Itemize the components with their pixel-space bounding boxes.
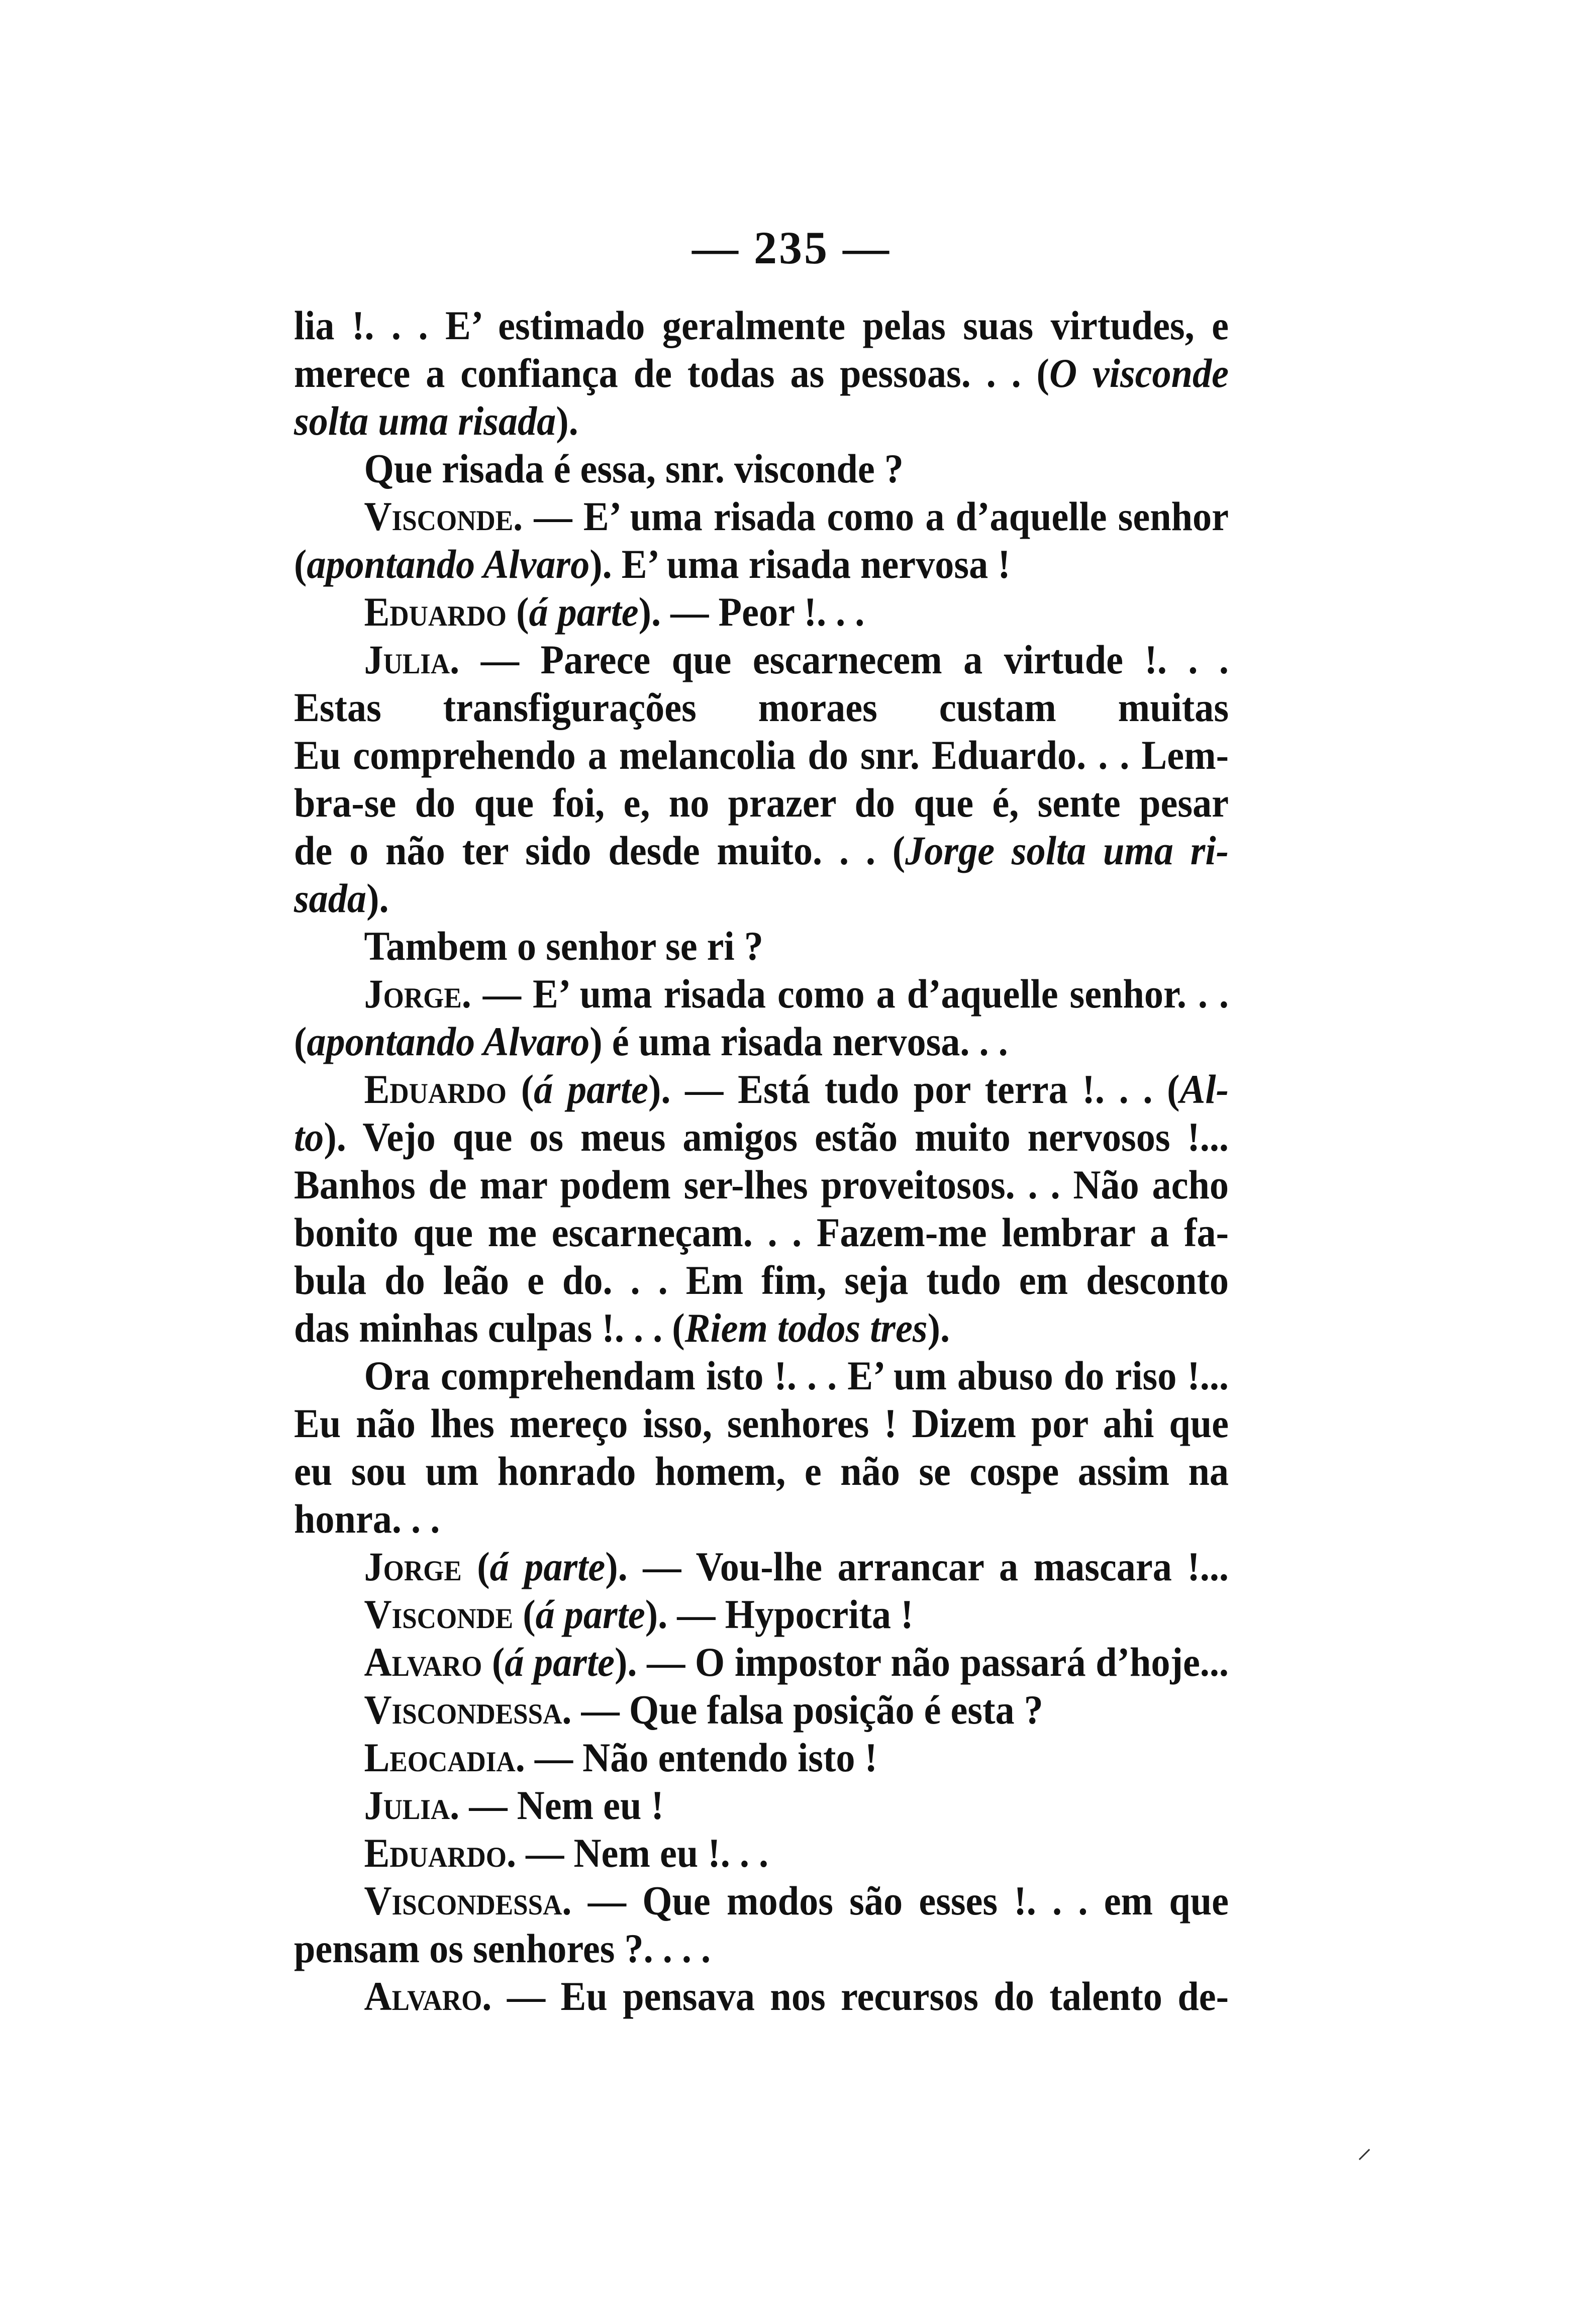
text-line: Banhos de mar podem ser-lhes proveitosos. . . Não acho: [294, 1162, 1229, 1207]
text-line: merece a confiança de todas as pessoas. . . (O visconde: [294, 350, 1229, 396]
text-line: bra-se do que foi, e, no prazer do que é, sente pesar: [294, 780, 1229, 826]
speaker-name: Eduardo: [364, 589, 507, 635]
dialogue-line: Eduardo (á parte). — Peor !. . .: [364, 589, 865, 635]
text-line: Eu não lhes mereço isso, senhores ! Dizem por ahi que: [294, 1400, 1229, 1446]
speaker-name: Jorge: [364, 1544, 462, 1589]
text-line: bula do leão e do. . . Em fim, seja tudo em desconto: [294, 1257, 1229, 1303]
speaker-name: Leocadia.: [364, 1735, 525, 1780]
text-line: to). Vejo que os meus amigos estão muito nervosos !...: [294, 1114, 1229, 1160]
text-line: das minhas culpas !. . . (Riem todos tres).: [294, 1305, 950, 1351]
speaker-name: Alvaro.: [364, 1973, 492, 2019]
speaker-name: Eduardo.: [364, 1830, 517, 1876]
text-line: Eu comprehendo a melancolia do snr. Eduardo. . . Lem-: [294, 732, 1229, 778]
text-line: solta uma risada).: [294, 398, 578, 444]
dialogue-line: Viscondessa. — Que falsa posição é esta ?: [364, 1687, 1043, 1733]
text-line: honra. . .: [294, 1496, 440, 1542]
text-line: (apontando Alvaro). E’ uma risada nervosa !: [294, 541, 1011, 587]
dialogue-line: Visconde. — E’ uma risada como a d’aquelle senhor: [364, 493, 1229, 539]
text-line: Estas transfigurações moraes custam muitas: [294, 684, 1229, 730]
speaker-name: Viscondessa.: [364, 1878, 572, 1924]
speaker-name: Julia.: [364, 1782, 460, 1828]
dialogue-line: Julia. — Nem eu !: [364, 1782, 664, 1828]
dialogue-line: Leocadia. — Não entendo isto !: [364, 1735, 877, 1780]
dialogue-line: Alvaro. — Eu pensava nos recursos do talento de-: [364, 1973, 1229, 2019]
dialogue-line: Eduardo (á parte). — Está tudo por terra !. . . (Al-: [364, 1066, 1229, 1112]
speaker-name: Alvaro: [364, 1639, 482, 1685]
text-line: bonito que me escarneçam. . . Fazem-me lembrar a fa-: [294, 1209, 1229, 1255]
dialogue-line: Visconde (á parte). — Hypocrita !: [364, 1591, 914, 1637]
dialogue-line: Jorge (á parte). — Vou-lhe arrancar a mascara !...: [364, 1544, 1229, 1589]
margin-speck-icon: ⸝: [1357, 2130, 1372, 2165]
text-line: sada).: [294, 875, 389, 921]
text-line: Tambem o senhor se ri ?: [364, 923, 763, 969]
dialogue-line: Eduardo. — Nem eu !. . .: [364, 1830, 769, 1876]
text-line: de o não ter sido desde muito. . . (Jorge solta uma ri-: [294, 828, 1229, 873]
text-line: lia !. . . E’ estimado geralmente pelas suas virtudes, e: [294, 302, 1229, 348]
text-line: Ora comprehendam isto !. . . E’ um abuso do riso !...: [364, 1353, 1229, 1398]
page-number: — 235 —: [692, 222, 891, 273]
dialogue-line: Viscondessa. — Que modos são esses !. . . em que: [364, 1878, 1229, 1924]
speaker-name: Visconde: [364, 1591, 514, 1637]
dialogue-line: Julia. — Parece que escarnecem a virtude !. . .: [364, 637, 1229, 682]
speaker-name: Julia.: [364, 637, 460, 682]
page-text: [294, 301, 1229, 2020]
dialogue-line: Alvaro (á parte). — O impostor não passará d’hoje...: [364, 1639, 1229, 1685]
dialogue-line: Jorge. — E’ uma risada como a d’aquelle senhor. . .: [364, 971, 1229, 1017]
speaker-name: Jorge.: [364, 971, 471, 1017]
text-line: (apontando Alvaro) é uma risada nervosa. . .: [294, 1019, 1008, 1064]
text-line: eu sou um honrado homem, e não se cospe assim na: [294, 1448, 1229, 1494]
text-line: Que risada é essa, snr. visconde ?: [364, 446, 904, 491]
speaker-name: Eduardo: [364, 1066, 507, 1112]
text-line: pensam os senhores ?. . . .: [294, 1926, 711, 1971]
speaker-name: Viscondessa.: [364, 1687, 572, 1733]
speaker-name: Visconde.: [364, 493, 523, 539]
